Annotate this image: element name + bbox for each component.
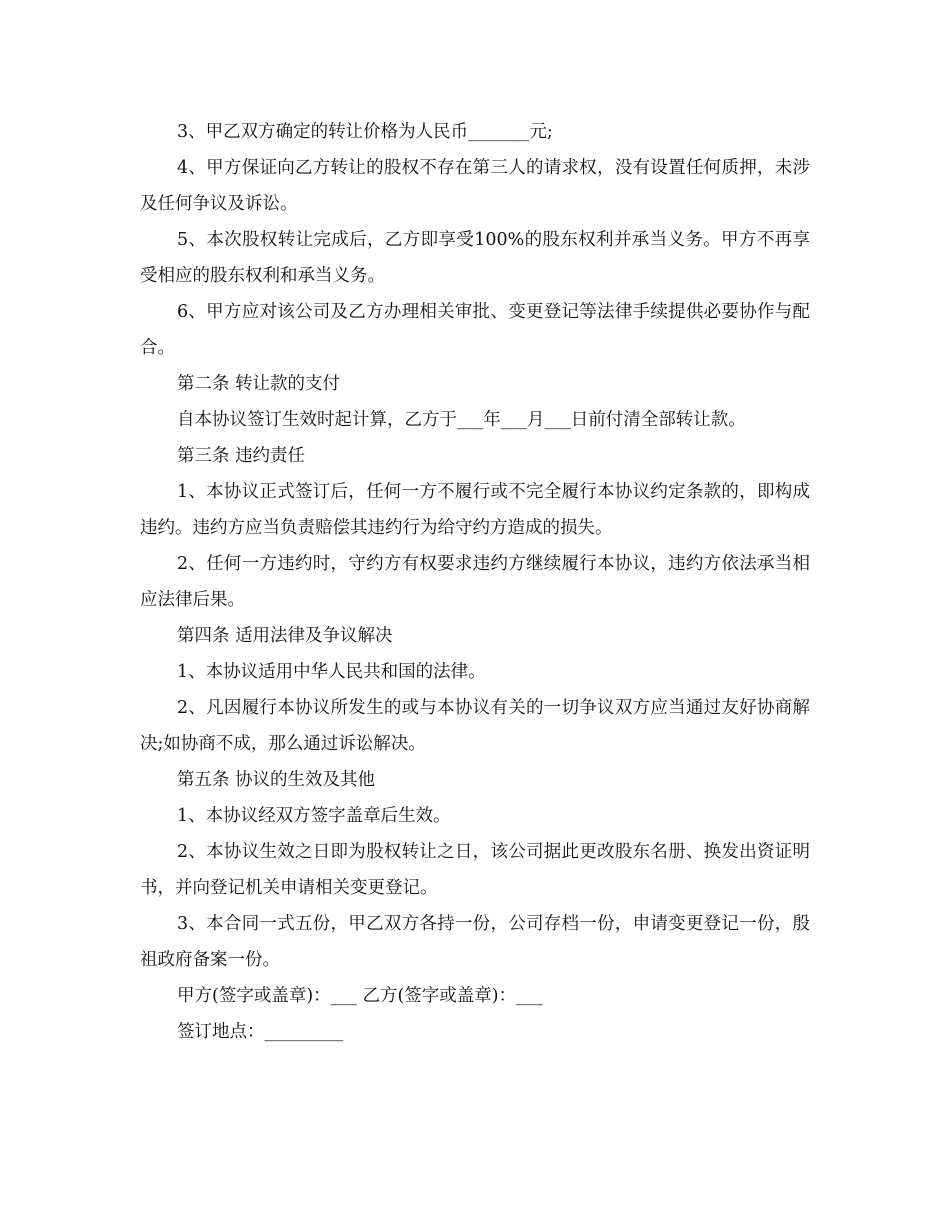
signing-place-line: 签订地点：_________ (177, 1022, 344, 1042)
clause-5-rights: 5、本次股权转让完成后，乙方即享受100%的股东权利并承当义务。甲方不再享受相应的股东权利和承当义务。 (140, 230, 810, 286)
article-3-heading: 第三条 违约责任 (177, 446, 306, 466)
signature-line: 甲方(签字或盖章)：___ 乙方(签字或盖章)：___ (177, 986, 543, 1006)
article-2-payment: 自本协议签订生效时起计算，乙方于___年___月___日前付清全部转让款。 (177, 410, 746, 430)
article-4-heading: 第四条 适用法律及争议解决 (177, 626, 393, 646)
clause-4-guarantee: 4、甲方保证向乙方转让的股权不存在第三人的请求权，没有设置任何质押，未涉及任何争议及诉讼。 (140, 158, 810, 214)
clause-3-price: 3、甲乙双方确定的转让价格为人民币_______元; (177, 122, 553, 142)
article-5-heading: 第五条 协议的生效及其他 (177, 770, 376, 790)
document-body (140, 114, 810, 1050)
article-5-item-2: 2、本协议生效之日即为股权转让之日，该公司据此更改股东名册、换发出资证明书，并向登记机关申请相关变更登记。 (140, 842, 810, 898)
article-4-item-2: 2、凡因履行本协议所发生的或与本协议有关的一切争议双方应当通过友好协商解决;如协商不成，那么通过诉讼解决。 (140, 698, 810, 754)
article-5-item-1: 1、本协议经双方签字盖章后生效。 (177, 806, 451, 826)
article-3-item-2: 2、任何一方违约时，守约方有权要求违约方继续履行本协议，违约方依法承当相应法律后果。 (140, 554, 810, 610)
article-5-item-3: 3、本合同一式五份，甲乙双方各持一份，公司存档一份，申请变更登记一份，殷祖政府备案一份。 (140, 914, 810, 970)
article-2-heading: 第二条 转让款的支付 (177, 374, 341, 394)
article-3-item-1: 1、本协议正式签订后，任何一方不履行或不完全履行本协议约定条款的，即构成违约。违约方应当负责赔偿其违约行为给守约方造成的损失。 (140, 482, 810, 538)
article-4-item-1: 1、本协议适用中华人民共和国的法律。 (177, 662, 486, 682)
clause-6-cooperation: 6、甲方应对该公司及乙方办理相关审批、变更登记等法律手续提供必要协作与配合。 (140, 302, 810, 358)
